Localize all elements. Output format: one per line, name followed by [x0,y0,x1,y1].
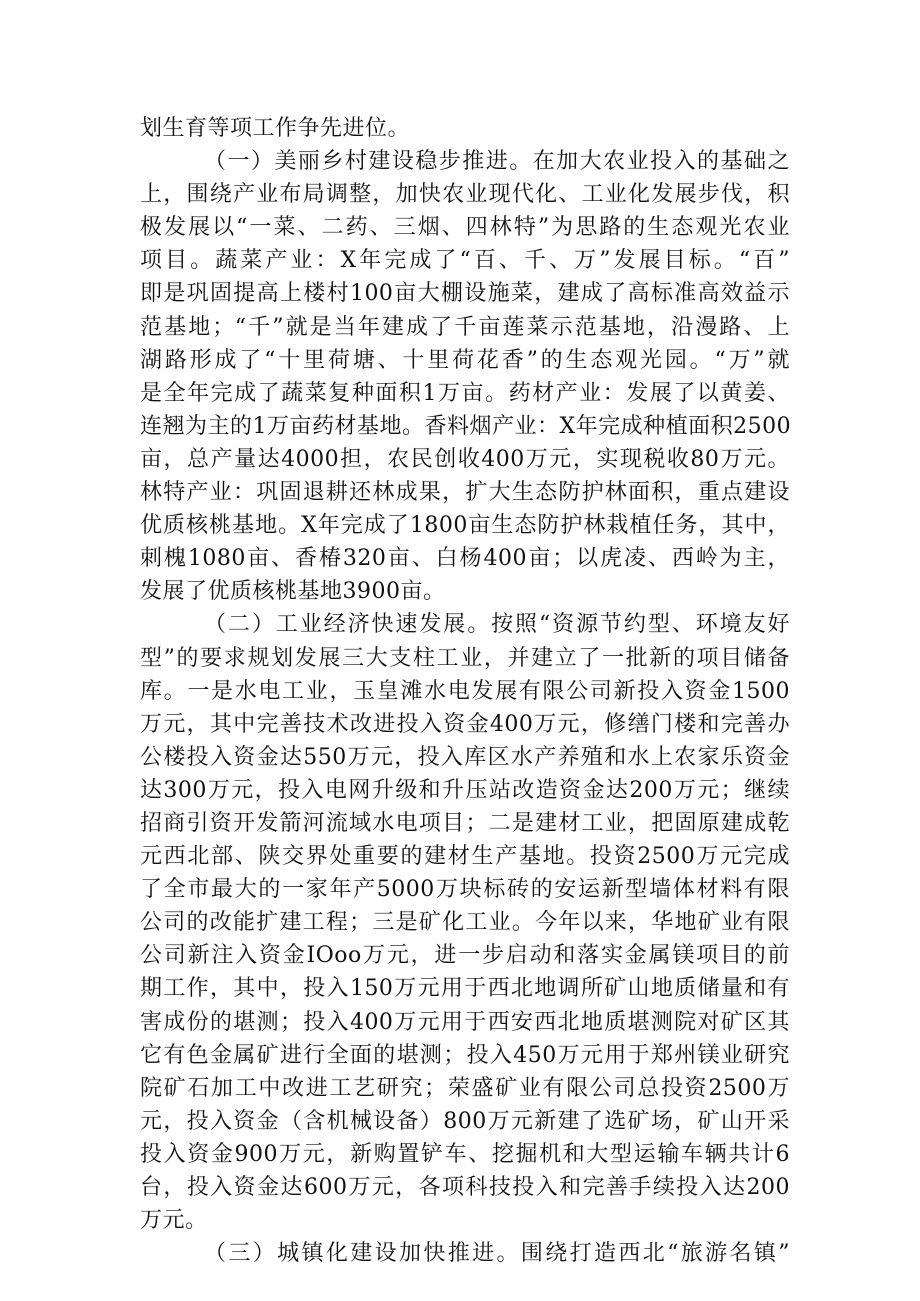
text-line: 范基地；“千”就是当年建成了千亩莲菜示范基地，沿漫路、上 [140,314,790,340]
text-line: 连翘为主的1万亩药材基地。香料烟产业：X年完成种植面积2500 [140,413,792,439]
text-line: 型”的要求规划发展三大支柱工业，并建立了一批新的项目储备 [140,645,790,671]
text-line: 是全年完成了蔬菜复种面积1万亩。药材产业：发展了以黄姜、 [140,380,790,406]
text-line: 林特产业：巩固退耕还林成果，扩大生态防护林面积，重点建设 [140,480,790,506]
text-line: 发展了优质核桃基地3900亩。 [140,579,446,605]
text-line: 台，投入资金达600万元，各项科技投入和完善手续投入达200 [140,1175,790,1200]
text-line: 亩，总产量达4000担，农民创收400万元，实现税收80万元。 [140,446,790,472]
text-line: 上，围绕产业布局调整，加快农业现代化、工业化发展步伐，积 [140,182,790,208]
text-line: 万元。 [140,1208,208,1234]
text-line: （三）城镇化建设加快推进。围绕打造西北“旅游名镇” [204,1241,790,1267]
text-line: 库。一是水电工业，玉皇滩水电发展有限公司新投入资金1500 [140,678,790,704]
text-line: 害成份的堪测；投入400万元用于西安西北地质堪测院对矿区其 [140,1009,790,1035]
text-line: 公司新注入资金IOoo万元，进一步启动和落实金属镁项目的前 [140,943,790,969]
text-line: 元，投入资金（含机械设备）800万元新建了选矿场，矿山开采 [140,1108,790,1134]
text-line: （二）工业经济快速发展。按照“资源节约型、环境友好 [204,612,790,638]
text-line: 院矿石加工中改进工艺研究；荣盛矿业有限公司总投资2500万 [140,1075,790,1101]
text-line: 期工作，其中，投入150万元用于西北地调所矿山地质储量和有 [140,976,790,1002]
paragraph-beautiful-village [140,145,790,608]
paragraph-industrial-economy [140,608,790,1237]
text-line: 它有色金属矿进行全面的堪测；投入450万元用于郑州镁业研究 [140,1042,790,1068]
document-page [140,112,790,1270]
text-line: 元西北部、陕交界处重要的建材生产基地。投资2500万元完成 [140,844,790,870]
text-line: 湖路形成了“十里荷塘、十里荷花香”的生态观光园。“万”就 [140,347,790,373]
text-line: 万元，其中完善技术改进投入资金400万元，修缮门楼和完善办 [140,711,790,737]
paragraph-continuation [140,112,790,145]
text-line: 达300万元，投入电网升级和升压站改造资金达200万元；继续 [140,777,790,803]
text-line: 公楼投入资金达550万元，投入库区水产养殖和水上农家乐资金 [140,744,790,770]
text-line: 招商引资开发箭河流域水电项目；二是建材工业，把固原建成乾 [140,810,790,836]
text-line: 公司的改能扩建工程；三是矿化工业。今年以来，华地矿业有限 [140,910,790,936]
text-line: 了全市最大的一家年产5000万块标砖的安运新型墙体材料有限 [140,877,790,903]
text-line: 项目。蔬菜产业：X年完成了“百、千、万”发展目标。“百” [140,248,790,274]
text-line: 极发展以“一菜、二药、三烟、四林特”为思路的生态观光农业 [140,215,790,241]
text-line: 优质核桃基地。X年完成了1800亩生态防护林栽植任务，其中， [140,513,790,539]
text-line: 刺槐1080亩、香椿320亩、白杨400亩；以虎凌、西岭为主， [140,546,790,572]
text-line: 投入资金900万元，新购置铲车、挖掘机和大型运输车辆共计6 [140,1141,790,1167]
text-line: （一）美丽乡村建设稳步推进。在加大农业投入的基础之 [204,149,790,175]
paragraph-urbanization [140,1237,790,1270]
text-line: 划生育等项工作争先进位。 [140,116,411,141]
text-line: 即是巩固提高上楼村100亩大棚设施菜，建成了高标准高效益示 [140,281,790,307]
